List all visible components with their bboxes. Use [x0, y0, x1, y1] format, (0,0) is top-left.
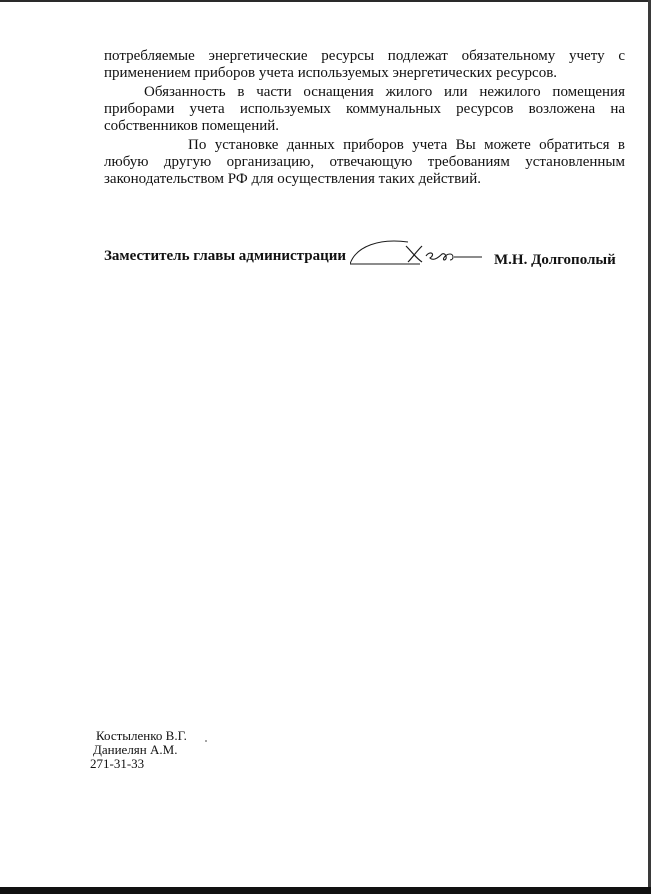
signatory-name: М.Н. Долгополый — [494, 252, 616, 268]
signatory-position: Заместитель главы администрации — [104, 248, 347, 264]
scan-top-edge — [0, 0, 651, 2]
scan-bottom-edge — [0, 887, 651, 894]
paragraph-2: Обязанность в части оснащения жилого или нежилого помещения приборами учета используемых коммунальных ресурсов возложена на собственников помещений. — [104, 84, 625, 134]
paragraph-1: потребляемые энергетические ресурсы подлежат обязательному учету с применением приборов учета используемых энергетических ресурсов. — [104, 48, 625, 81]
scan-speck — [205, 740, 207, 742]
executor-2: Даниелян А.М. — [93, 742, 178, 757]
letter-body — [104, 48, 625, 188]
executor-1: Костыленко В.Г. — [96, 728, 187, 743]
executors-block — [90, 728, 187, 771]
handwritten-signature — [350, 232, 490, 272]
executor-phone: 271-31-33 — [90, 756, 145, 771]
signature-block — [104, 244, 629, 274]
paragraph-3: По установке данных приборов учета Вы можете обратиться в любую другую организацию, отвечающую требованиям установленным законодательством РФ для осуществления таких действий. — [104, 137, 625, 187]
